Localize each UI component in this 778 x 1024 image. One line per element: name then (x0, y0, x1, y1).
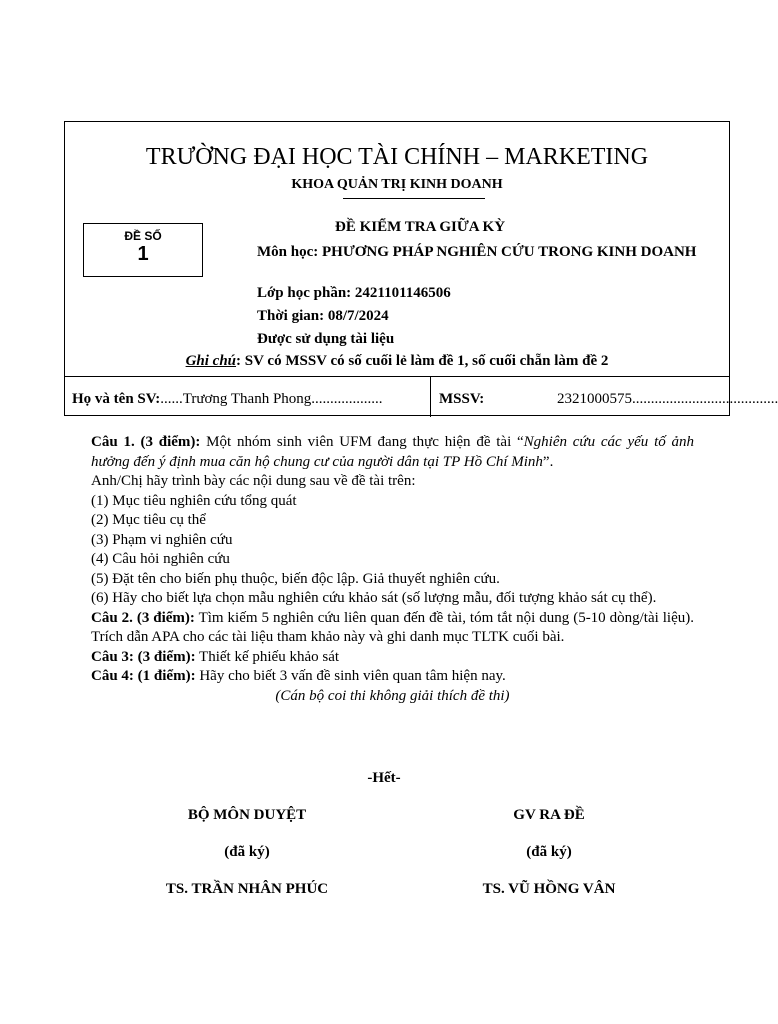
approver-title: BỘ MÔN DUYỆT (187, 807, 307, 823)
exam-header-box (64, 121, 778, 416)
question-1-item: (3) Phạm vi nghiên cứu (91, 531, 233, 548)
exam-code-box (83, 223, 203, 277)
student-info-row (65, 376, 778, 417)
question-1-item: (5) Đặt tên cho biến phụ thuộc, biến độc lập. Giả thuyết nghiên cứu. (91, 570, 500, 587)
lecturer-signed: (đã ký) (526, 844, 572, 860)
exam-code-label: ĐỀ SỐ (124, 229, 162, 243)
question-1-topic: Nghiên cứu các yếu tố ảnh hưởng đến ý định mua căn hộ chung cư của người dân tại TP Hồ Chí Minh (91, 434, 695, 470)
note-text: : SV có MSSV có số cuối lẻ làm đề 1, số cuối chẵn làm đề 2 (236, 353, 609, 369)
question-3-text: Thiết kế phiếu khảo sát (195, 648, 340, 665)
approver-signed: (đã ký) (224, 844, 270, 860)
note-label: Ghi chú (185, 353, 237, 369)
row-divider (430, 377, 431, 417)
subject-line: Môn học: PHƯƠNG PHÁP NGHIÊN CỨU TRONG KINH DOANH (257, 244, 697, 260)
question-1-end: ”. (542, 453, 554, 470)
question-2 (91, 609, 694, 648)
student-name-value: ......Trương Thanh Phong................... (160, 391, 383, 407)
university-title: TRƯỜNG ĐẠI HỌC TÀI CHÍNH – MARKETING (145, 144, 649, 170)
end-marker: -Hết- (367, 770, 401, 786)
question-3 (91, 648, 694, 668)
student-id-label: MSSV: (439, 391, 485, 407)
question-3-label: Câu 3: (3 điểm): (91, 648, 196, 665)
question-4 (91, 667, 694, 687)
class-section-line: Lớp học phần: 2421101146506 (257, 285, 451, 301)
question-1-label: Câu 1. (3 điểm): (91, 434, 201, 450)
student-id-value: 2321000575....................................... (557, 391, 778, 407)
faculty-name: KHOA QUẢN TRỊ KINH DOANH (291, 177, 503, 192)
faculty-underline (343, 198, 485, 199)
invigilator-note: (Cán bộ coi thi không giải thích đề thi) (275, 687, 510, 704)
lecturer-title: GV RA ĐỀ (513, 807, 585, 823)
question-1-item: (1) Mục tiêu nghiên cứu tổng quát (91, 492, 297, 509)
lecturer-name: TS. VŨ HỒNG VÂN (482, 881, 616, 897)
question-1-text: Một nhóm sinh viên UFM đang thực hiện đề tài “ (200, 434, 524, 450)
materials-allowed-line: Được sử dụng tài liệu (257, 331, 395, 347)
approver-name: TS. TRẦN NHÂN PHÚC (165, 881, 329, 897)
student-name-label: Họ và tên SV: (72, 391, 161, 407)
question-4-text: Hãy cho biết 3 vấn đề sinh viên quan tâm hiện nay. (195, 668, 506, 684)
question-1-item: (6) Hãy cho biết lựa chọn mẫu nghiên cứu khảo sát (số lượng mẫu, đối tượng khảo sát cụ thể). (91, 590, 657, 606)
exam-title: ĐỀ KIỂM TRA GIỮA KỲ (335, 219, 506, 235)
question-1 (91, 433, 694, 472)
question-1-item: (2) Mục tiêu cụ thể (91, 512, 206, 528)
exam-note (65, 353, 729, 370)
question-1-intro: Anh/Chị hãy trình bày các nội dung sau về đề tài trên: (91, 473, 416, 489)
question-2-label: Câu 2. (3 điểm): (91, 609, 195, 626)
student-name-field (72, 391, 383, 408)
question-2-text: Tìm kiếm 5 nghiên cứu liên quan đến đề tài, tóm tắt nội dung (5-10 dòng/tài liệu). Trích dẫn APA cho các tài liệu tham khảo này và ghi danh mục TLTK cuối bài. (91, 609, 694, 645)
exam-questions (91, 433, 694, 706)
exam-code-number: 1 (137, 243, 149, 265)
exam-date-line: Thời gian: 08/7/2024 (257, 308, 389, 324)
question-4-label: Câu 4: (1 điểm): (91, 668, 196, 684)
question-1-item: (4) Câu hỏi nghiên cứu (91, 551, 230, 567)
